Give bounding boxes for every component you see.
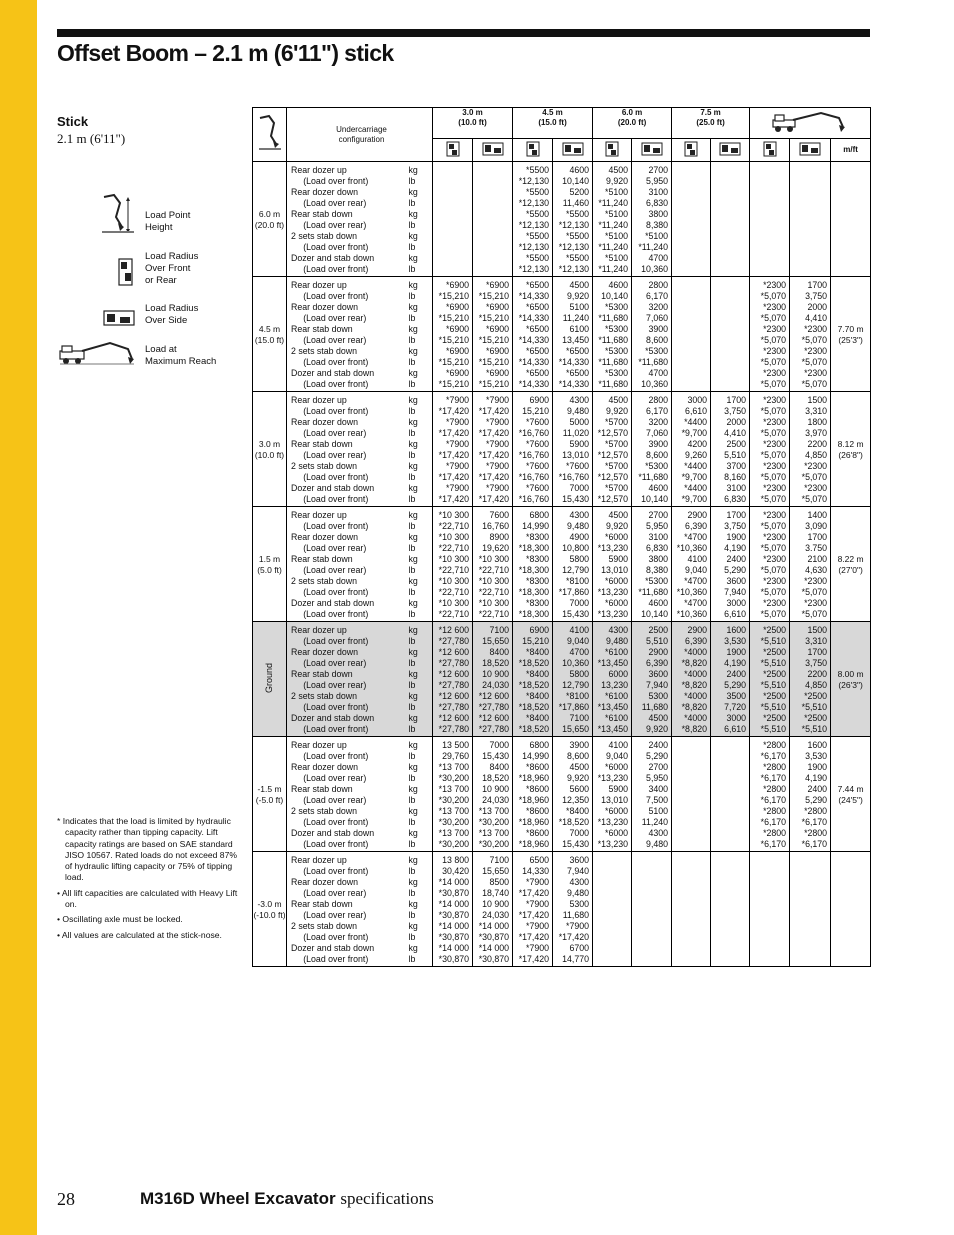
front-icon-cell [593,139,632,162]
capacity-cell: 4600 10,140 *5300 *11,680 *5300 *11,680 *5300 *11,680 *5300 *11,680 [593,277,632,392]
max-reach-cell: 7.44 m (24'5") [831,737,871,852]
capacity-cell [711,277,750,392]
load-point-height-cell [253,277,287,392]
config-units-cell: kg lb kg lb kg lb kg lb kg lb [407,162,433,277]
capacity-cell: 2700 5,950 3100 6,830 3800 8,380 *5100 *11,240 4700 10,360 [632,162,672,277]
load-point-height-cell [253,507,287,622]
capacity-cell: 1500 3,310 1800 3,970 2200 4,850 *2300 *5,070 *2300 *5,070 [790,392,831,507]
radius-header: 7.5 m (25.0 ft) [672,108,750,139]
yellow-side-bar [0,0,37,1235]
config-units-cell: kg lb kg lb kg lb kg lb kg lb [407,392,433,507]
capacity-cell: 7100 15,650 8500 18,740 10 900 24,030 *14 000 *30,870 *14 000 *30,870 [473,852,513,967]
legend-load-point-height: Load Point Height [145,210,191,233]
load-radius-side-icon [641,142,663,156]
load-radius-front-icon [446,141,460,157]
capacity-cell: 1600 3,530 1900 4,190 2400 5,290 3500 7,720 3000 6,610 [711,622,750,737]
footer-model: M316D Wheel Excavator [140,1189,336,1208]
capacity-cell: 4300 9,480 5000 11,020 5900 13,010 *7600 *16,760 7000 15,430 [553,392,593,507]
load-point-height-label: -3.0 m (-10.0 ft) [253,899,286,920]
capacity-cell: 3900 8,600 4500 9,920 5600 12,350 *8400 *18,520 7000 15,430 [553,737,593,852]
front-icon-cell [672,139,711,162]
max-reach-cell [831,852,871,967]
capacity-cell: 4500 9,920 *5700 *12,570 *5700 *12,570 *5700 *12,570 *5700 *12,570 [593,392,632,507]
load-radius-side-icon [103,308,135,328]
capacity-cell [672,162,711,277]
footnote: * Indicates that the load is limited by hydraulic capacity rather than tipping capacity. Lift capacity ratings are based on SAE standard JISO 10567. Rated loads do not exceed 87% of hydraulic lifting capacity or 75% of tipping load. [57,816,237,883]
undercarriage-excavator-icon [257,114,283,152]
capacity-cell [790,852,831,967]
capacity-cell: 2900 6,390 *4700 *10,360 4100 9,040 *4700 *10,360 *4700 *10,360 [672,507,711,622]
config-names-cell: Rear dozer up (Load over front) Rear dozer down (Load over rear) Rear stab down (Load over rear) 2 sets stab down (Load over front) Dozer and stab down (Load over front) [287,737,407,852]
config-names-cell: Rear dozer up (Load over front) Rear dozer down (Load over rear) Rear stab down (Load over rear) 2 sets stab down (Load over front) Dozer and stab down (Load over front) [287,852,407,967]
max-reach-header [750,108,871,139]
footnote: • All values are calculated at the stick-nose. [57,929,222,940]
lift-row [253,507,871,622]
capacity-cell: *10 300 *22,710 *10 300 *22,710 *10 300 *22,710 *10 300 *22,710 *10 300 *22,710 [433,507,473,622]
radius-header: 3.0 m (10.0 ft) [433,108,513,139]
capacity-cell: 13 800 30,420 *14 000 *30,870 *14 000 *30,870 *14 000 *30,870 *14 000 *30,870 [433,852,473,967]
load-radius-side-icon [562,142,584,156]
capacity-cell: 7100 15,650 8400 18,520 10 900 24,030 *12 600 *27,780 *12 600 *27,780 [473,622,513,737]
capacity-cell: 1500 3,310 1700 3,750 2200 4,850 *2500 *5,510 *2500 *5,510 [790,622,831,737]
capacity-cell: 7600 16,760 8900 19,620 *10 300 *22,710 *10 300 *22,710 *10 300 *22,710 [473,507,513,622]
footnote: • All lift capacities are calculated with Heavy Lift on. [57,887,238,910]
config-names-cell: Rear dozer up (Load over front) Rear dozer down (Load over rear) Rear stab down (Load over rear) 2 sets stab down (Load over front) Dozer and stab down (Load over front) [287,507,407,622]
page-title: Offset Boom – 2.1 m (6'11") stick [57,40,394,66]
capacity-cell: *2300 *5,070 *2300 *5,070 *2300 *5,070 *2300 *5,070 *2300 *5,070 [750,277,790,392]
max-reach-cell: 8.22 m (27'0") [831,507,871,622]
config-units-cell: kg lb kg lb kg lb kg lb kg lb [407,737,433,852]
capacity-cell: 6800 14,990 *8600 *18,960 *8600 *18,960 *8600 *18,960 *8600 *18,960 [513,737,553,852]
side-icon-cell [553,139,593,162]
max-reach-excavator-icon [771,111,849,133]
lift-row [253,852,871,967]
capacity-cell: 6900 15,210 *8400 *18,520 *8400 *18,520 *8400 *18,520 *8400 *18,520 [513,622,553,737]
capacity-cell: *7900 *17,420 *7900 *17,420 *7900 *17,420 *7900 *17,420 *7900 *17,420 [433,392,473,507]
load-radius-front-icon [116,258,136,286]
front-icon-cell [750,139,790,162]
load-radius-front-icon [763,141,777,157]
capacity-cell: *2300 *5,070 *2300 *5,070 *2300 *5,070 *2300 *5,070 *2300 *5,070 [750,392,790,507]
capacity-cell: 1400 3,090 1700 3.750 2100 4,630 *2300 *5,070 *2300 *5,070 [790,507,831,622]
load-point-height-cell [253,392,287,507]
legend-load-radius-side: Load Radius Over Side [145,303,199,326]
max-reach-cell: 8.12 m (26'8") [831,392,871,507]
capacity-cell: 4300 9,480 4900 10,800 5800 12,790 *8100 *17,860 7000 15,430 [553,507,593,622]
load-point-height-cell [253,737,287,852]
capacity-cell [593,852,632,967]
capacity-cell: 2900 6,390 *4000 *8,820 *4000 *8,820 *4000 *8,820 *4000 *8,820 [672,622,711,737]
radius-header: 6.0 m (20.0 ft) [593,108,672,139]
config-names-cell: Rear dozer up (Load over front) Rear dozer down (Load over rear) Rear stab down (Load over rear) 2 sets stab down (Load over front) Dozer and stab down (Load over front) [287,162,407,277]
capacity-cell: *7900 *17,420 *7900 *17,420 *7900 *17,420 *7900 *17,420 *7900 *17,420 [473,392,513,507]
load-point-height-cell [253,622,287,737]
max-reach-cell: 7.70 m (25'3") [831,277,871,392]
capacity-cell: *5500 *12,130 *5500 *12,130 *5500 *12,130 *5500 *12,130 *5500 *12,130 [513,162,553,277]
load-point-height-cell [253,852,287,967]
capacity-cell: 2400 5,290 2700 5,950 3400 7,500 5100 11,240 4300 9,480 [632,737,672,852]
load-point-height-label: -1.5 m (-5.0 ft) [255,784,284,805]
capacity-cell: 2700 5,950 3100 6,830 3800 8,380 *5300 *11,680 4600 10,140 [632,507,672,622]
config-names-cell: Rear dozer up (Load over front) Rear dozer down (Load over rear) Rear stab down (Load over rear) 2 sets stab down (Load over front) Dozer and stab down (Load over front) [287,392,407,507]
load-point-height-label: 4.5 m (15.0 ft) [254,324,285,345]
config-header: Undercarriage configuration [287,108,433,162]
capacity-cell: 3000 6,610 *4400 *9,700 4200 9,260 *4400 *9,700 *4400 *9,700 [672,392,711,507]
config-units-cell: kg lb kg lb kg lb kg lb kg lb [407,852,433,967]
config-header-icon-cell [253,108,287,162]
load-point-height-cell [253,162,287,277]
lift-capacity-table [252,107,871,967]
capacity-cell [473,162,513,277]
legend-max-reach: Load at Maximum Reach [145,344,217,367]
capacity-cell: 1700 3,750 2000 4,410 2500 5,510 3700 8,160 3100 6,830 [711,392,750,507]
footer-specifications: specifications [340,1189,434,1208]
side-icon-cell [473,139,513,162]
capacity-cell: 2800 6,170 3200 7,060 3900 8,600 *5300 *11,680 4600 10,140 [632,392,672,507]
capacity-cell: 4100 9,040 *6000 *13,230 5900 13,010 *6000 *13,230 *6000 *13,230 [593,737,632,852]
front-icon-cell [513,139,553,162]
footer-title [140,1189,434,1209]
legend-load-radius-front: Load Radius Over Front or Rear [145,251,199,286]
load-radius-front-icon [605,141,619,157]
capacity-cell [672,852,711,967]
lift-row [253,622,871,737]
capacity-cell: 6800 14,990 *8300 *18,300 *8300 *18,300 *8300 *18,300 *8300 *18,300 [513,507,553,622]
capacity-cell: 7000 15,430 8400 18,520 10 900 24,030 *13 700 *30,200 *13 700 *30,200 [473,737,513,852]
stick-value: 2.1 m (6'11") [57,131,126,146]
capacity-cell [711,852,750,967]
front-icon-cell [433,139,473,162]
lift-row [253,162,871,277]
load-radius-front-icon [526,141,540,157]
capacity-cell: *2500 *5,510 *2500 *5,510 *2500 *5,510 *2500 *5,510 *2500 *5,510 [750,622,790,737]
capacity-cell: 4500 9,920 5100 11,240 6100 13,450 *6500 *14,330 *6500 *14,330 [553,277,593,392]
capacity-cell: *6900 *15,210 *6900 *15,210 *6900 *15,210 *6900 *15,210 *6900 *15,210 [473,277,513,392]
capacity-cell [433,162,473,277]
load-point-height-label: Ground [264,663,274,694]
load-radius-side-icon [482,142,504,156]
capacity-cell: 1700 3,750 2000 4,410 *2300 *5,070 *2300 *5,070 *2300 *5,070 [790,277,831,392]
capacity-cell: 4500 9,920 *5100 *11,240 *5100 *11,240 *5100 *11,240 *5100 *11,240 [593,162,632,277]
capacity-cell: 4100 9,040 4700 10,360 5800 12,790 *8100 *17,860 7100 15,650 [553,622,593,737]
capacity-cell: 4500 9,920 *6000 *13,230 5900 13,010 *6000 *13,230 *6000 *13,230 [593,507,632,622]
capacity-cell: 2500 5,510 2900 6,390 3600 7,940 5300 11,680 4500 9,920 [632,622,672,737]
footnote: • Oscillating axle must be locked. [57,914,183,925]
load-point-height-label: 3.0 m (10.0 ft) [254,439,285,460]
lift-row [253,277,871,392]
load-radius-front-icon [684,141,698,157]
capacity-cell: 6500 14,330 *7900 *17,420 *7900 *17,420 *7900 *17,420 *7900 *17,420 [513,852,553,967]
capacity-cell: 4300 9,480 *6100 *13,450 6000 13,230 *6100 *13,450 *6100 *13,450 [593,622,632,737]
side-icon-cell [790,139,831,162]
stick-label: Stick [57,114,89,129]
config-units-cell: kg lb kg lb kg lb kg lb kg lb [407,507,433,622]
lift-row [253,392,871,507]
capacity-cell: *6500 *14,330 *6500 *14,330 *6500 *14,330 *6500 *14,330 *6500 *14,330 [513,277,553,392]
load-point-height-label: 6.0 m (20.0 ft) [254,209,285,230]
unit-header: m/ft [831,139,871,162]
capacity-cell: 6900 15,210 *7600 *16,760 *7600 *16,760 *7600 *16,760 *7600 *16,760 [513,392,553,507]
capacity-cell [750,162,790,277]
footnotes [57,816,245,945]
capacity-cell [790,162,831,277]
lift-row [253,737,871,852]
capacity-cell: *12 600 *27,780 *12 600 *27,780 *12 600 *27,780 *12 600 *27,780 *12 600 *27,780 [433,622,473,737]
config-names-cell: Rear dozer up (Load over front) Rear dozer down (Load over rear) Rear stab down (Load over rear) 2 sets stab down (Load over front) Dozer and stab down (Load over front) [287,622,407,737]
top-rule [57,29,870,37]
capacity-cell [672,737,711,852]
page-number: 28 [57,1189,75,1209]
capacity-cell: 2800 6,170 3200 7,060 3900 8,600 *5300 *11,680 4700 10,360 [632,277,672,392]
capacity-cell: 1600 3,530 1900 4,190 2400 5,290 *2800 *6,170 *2800 *6,170 [790,737,831,852]
capacity-cell: 1700 3,750 1900 4,190 2400 5,290 3600 7,940 3000 6,610 [711,507,750,622]
capacity-cell: *2300 *5,070 *2300 *5,070 *2300 *5,070 *2300 *5,070 *2300 *5,070 [750,507,790,622]
config-units-cell: kg lb kg lb kg lb kg lb kg lb [407,622,433,737]
load-point-height-icon [100,193,136,235]
radius-header: 4.5 m (15.0 ft) [513,108,593,139]
capacity-cell [672,277,711,392]
max-reach-excavator-icon [58,341,136,365]
lift-table-body [253,162,871,967]
capacity-cell: 13 500 29,760 *13 700 *30,200 *13 700 *30,200 *13 700 *30,200 *13 700 *30,200 [433,737,473,852]
capacity-cell [711,162,750,277]
capacity-cell: 4600 10,140 5200 11,460 *5500 *12,130 *5500 *12,130 *5500 *12,130 [553,162,593,277]
side-icon-cell [711,139,750,162]
side-icon-cell [632,139,672,162]
load-point-height-label: 1.5 m (5.0 ft) [257,554,282,575]
config-names-cell: Rear dozer up (Load over front) Rear dozer down (Load over rear) Rear stab down (Load over rear) 2 sets stab down (Load over front) Dozer and stab down (Load over front) [287,277,407,392]
capacity-cell [750,852,790,967]
load-radius-side-icon [719,142,741,156]
load-radius-side-icon [799,142,821,156]
capacity-cell: 3600 7,940 4300 9,480 5300 11,680 *7900 *17,420 6700 14,770 [553,852,593,967]
capacity-cell [632,852,672,967]
max-reach-cell [831,162,871,277]
capacity-cell: *6900 *15,210 *6900 *15,210 *6900 *15,210 *6900 *15,210 *6900 *15,210 [433,277,473,392]
config-units-cell: kg lb kg lb kg lb kg lb kg lb [407,277,433,392]
max-reach-cell: 8.00 m (26'3") [831,622,871,737]
capacity-cell [711,737,750,852]
capacity-cell: *2800 *6,170 *2800 *6,170 *2800 *6,170 *2800 *6,170 *2800 *6,170 [750,737,790,852]
